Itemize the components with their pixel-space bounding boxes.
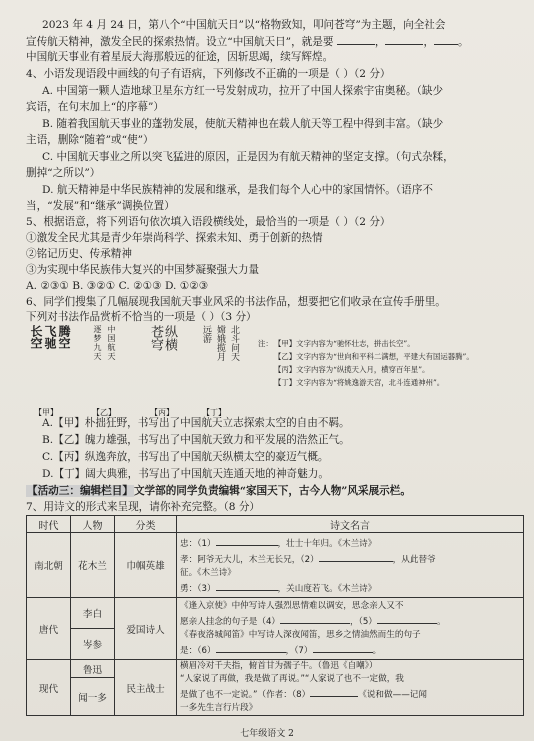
q4-option-c: C. 中国航天事业之所以突飞猛进的原因，正是因为有航天精神的坚定支撑。（句式杂糅，: [42, 151, 454, 163]
quote-text: ，（5）: [350, 616, 377, 627]
table-row: [27, 533, 524, 598]
page-footer: 七年级语文 2: [240, 729, 294, 739]
answer-blank[interactable]: [434, 34, 458, 45]
label-jia: 【甲】: [34, 408, 58, 417]
header-quotes: 诗文名言: [177, 516, 524, 533]
note-yi: 【乙】文字内容为“世向和平科二满想，平建大有国运器腾”。: [274, 352, 474, 361]
era-cell: 唐代: [27, 598, 71, 660]
answer-blank-3[interactable]: [216, 580, 278, 591]
person-cell: 鲁迅: [71, 660, 115, 678]
person-cell: 花木兰: [71, 533, 115, 598]
header-category: 分类: [115, 516, 177, 533]
quote-text: “人家说了再做，我是做了再说。”“人家说了也不一定做，我: [180, 674, 404, 684]
quote-text: 《春夜洛城闻笛》中写诗人深夜闻笛，思乡之情油然而生的句子: [180, 629, 421, 640]
quote-text: 《逢入京使》中仲写诗人强烈思情难以调安，思念亲人又不: [180, 600, 404, 611]
calligraphy-column: 长空: [29, 325, 43, 349]
calligraphy-column: 纵横: [162, 325, 177, 351]
quote-text: ，关山度若飞。《木兰诗》: [277, 583, 377, 594]
calligraphy-column: 中国航天: [107, 325, 116, 361]
calligraphy-yi: [92, 325, 117, 407]
activity-3-text: 文学部的同学负责编辑“家国天下，古今人物”风采展示栏。: [133, 485, 411, 497]
answer-blank[interactable]: [337, 34, 375, 45]
quote-text: 征。《木兰诗》: [180, 567, 236, 578]
intro-line-3: 中国航天事业有着星辰大海那般远的征途，因斩思竭，续写辉煌。: [26, 51, 334, 63]
quote-text: 愿亲人挂念的句子是（4）: [180, 616, 280, 627]
calligraphy-column: 飞驰: [43, 325, 57, 349]
category-cell: 爱国诗人: [115, 598, 177, 660]
poetry-table: [26, 515, 524, 716]
quote-text: 横眉冷对千夫指，俯首甘为孺子牛。（鲁迅《自嘲》）: [180, 661, 378, 671]
quote-text: 一多先生言行片段》: [180, 703, 258, 713]
note-head: 注：: [258, 339, 273, 348]
label-bing: 【丙】: [150, 408, 174, 417]
calligraphy-column: 腾空: [57, 325, 71, 349]
activity-3-title: 【活动三：编辑栏目】: [27, 485, 133, 497]
table-row: [27, 660, 524, 678]
table-row: [27, 598, 524, 629]
q6-option-d: D.【丁】阔大典雅，书写出了中国航天连通天地的神奇魅力。: [42, 468, 329, 480]
category-cell: 巾帼英雄: [115, 533, 177, 598]
quote-text: 是做了也不一定说。”（作者：（8）: [180, 690, 311, 700]
quote-text: 《说和做——记闻: [358, 690, 427, 700]
quote-cell: 《逢入京使》中仲写诗人强烈思情难以调安，思念亲人又不 愿亲人挂念的句子是（4） ，（5） 。 《春夜洛城闻笛》中写诗人深夜闻笛，思乡之情油然而生的句子 是：（6） ，（7） 。: [177, 598, 524, 660]
quote-text: 忠：（1）: [180, 538, 216, 549]
q7-stem: 7、用诗文的形式来呈现，请你补充完整。（8 分）: [26, 501, 261, 513]
q5-sentence-2: ②铭记历史、传承精神: [26, 248, 132, 260]
calligraphy-column: 苍穹: [148, 325, 163, 351]
q4-option-d: D. 航天精神是中华民族精神的发展和继承，是我们每个人心中的家国情怀。（语序不: [42, 184, 433, 196]
q5-sentence-3: ③为实现中华民族伟大复兴的中国梦凝聚强大力量: [26, 264, 260, 276]
quote-text: ，从此替爷: [392, 554, 436, 565]
answer-blank-2[interactable]: [319, 551, 393, 562]
calligraphy-bing: [150, 325, 175, 407]
calligraphy-jia: [30, 325, 69, 407]
quote-text: 孝：阿爷无大儿，木兰无长兄，（2）: [180, 554, 319, 565]
q4-option-d-cont: 当，“发展”和“继承”调换位置）: [26, 200, 175, 212]
q4-option-b-cont: 主语，删除“随着”或“使”）: [26, 134, 154, 146]
note-ding: 【丁】文字内容为“将姚逸游天宫，北斗连通神州”。: [274, 378, 445, 387]
era-cell: 南北朝: [27, 533, 71, 598]
answer-blank-4[interactable]: [280, 613, 350, 624]
q4-option-a: A. 中国第一颗人造地球卫星东方红一号发射成功，拉开了中国人探索宇宙奥秘。（缺少: [42, 85, 444, 97]
quote-text: 勇：（3）: [180, 583, 216, 594]
note-bing: 【丙】文字内容为“纵揽天入月，横穿百年星”。: [274, 365, 430, 374]
calligraphy-column: 北斗问天: [229, 325, 239, 361]
answer-blank-5[interactable]: [377, 613, 437, 624]
header-person: 人物: [71, 516, 115, 533]
q4-option-b: B. 随着我国航天事业的蓬勃发展，使航天精神也在载人航天等工程中得到丰富。（缺少: [42, 118, 444, 130]
answer-blank-7[interactable]: [313, 642, 373, 653]
table-header-row: [27, 516, 524, 533]
activity-3: [26, 484, 411, 498]
q4-option-a-cont: 宾语，在句末加上“的序幕”）: [26, 101, 164, 113]
q6-option-a: A.【甲】朴拙狂野，书写出了中国航天立志探索太空的自由不羁。: [42, 417, 350, 429]
quote-text: ，壮士十年归。《木兰诗》: [277, 538, 377, 549]
calligraphy-column: 嫦娥揽月: [215, 325, 225, 361]
quote-cell: [177, 660, 524, 716]
q5-stem: 5、根据语意，将下列语句依次填入语段横线处，最恰当的一项是（ ）（2 分）: [26, 216, 391, 228]
intro-line-2-text: 宣传航天精神，激发全民的探索热情。设立“中国航天日”，就是要: [26, 36, 334, 48]
note-jia: 【甲】文字内容为“驰怀壮志，拼击长空”。: [274, 339, 415, 348]
q4-option-c-cont: 删掉“之所以”）: [26, 167, 101, 179]
calligraphy-ding: [200, 325, 239, 407]
q6-option-b: B.【乙】魄力雄强，书写出了中国航天致力和平发展的浩然正气。: [42, 434, 350, 446]
q6-stem-2: 下列对书法作品赏析不恰当的一项是（ ）（3 分）: [26, 311, 257, 323]
quote-text: ，（7）: [285, 645, 313, 656]
q5-options: A. ②③① B. ③②① C. ②①③ D. ①②③: [26, 280, 209, 292]
header-era: 时代: [27, 516, 71, 533]
q4-stem: 4、小语发现语段中画线的句子有语病，下列修改不正确的一项是（ ）（2 分）: [26, 68, 391, 80]
person-cell: 岑参: [71, 629, 115, 660]
answer-blank[interactable]: [385, 34, 423, 45]
answer-blank-1[interactable]: [216, 535, 278, 546]
answer-blank-8[interactable]: [310, 686, 358, 697]
intro-line-1: 2023 年 4 月 24 日，第八个“中国航天日”以“格物致知，叩问苍穹”为主题，向全社会: [42, 19, 446, 31]
person-cell: 李白: [71, 598, 115, 629]
answer-blank-6[interactable]: [216, 642, 286, 653]
q6-stem-1: 6、同学们搜集了几幅展现我国航天事业风采的书法作品，想要把它们收录在宣传手册里。: [26, 296, 446, 308]
era-cell: 现代: [27, 660, 71, 716]
q5-sentence-1: ①激发全民尤其是青少年崇尚科学、探索未知、勇于创新的热情: [26, 232, 323, 244]
calligraphy-column: 远游: [201, 325, 211, 343]
person-cell: 闻一多: [71, 678, 115, 716]
quote-cell: [177, 533, 524, 598]
category-cell: 民主战士: [115, 660, 177, 716]
quote-text: 是：（6）: [180, 645, 216, 656]
label-ding: 【丁】: [202, 408, 226, 417]
calligraphy-column: 逐梦九天: [93, 325, 102, 361]
label-yi: 【乙】: [92, 408, 116, 417]
intro-line-2: 宣传航天精神，激发全民的探索热情。设立“中国航天日”，就是要 ， ， 。: [26, 36, 469, 48]
q6-option-c: C.【丙】纵逸奔放，书写出了中国航天纵横太空的豪迈气概。: [42, 451, 329, 463]
